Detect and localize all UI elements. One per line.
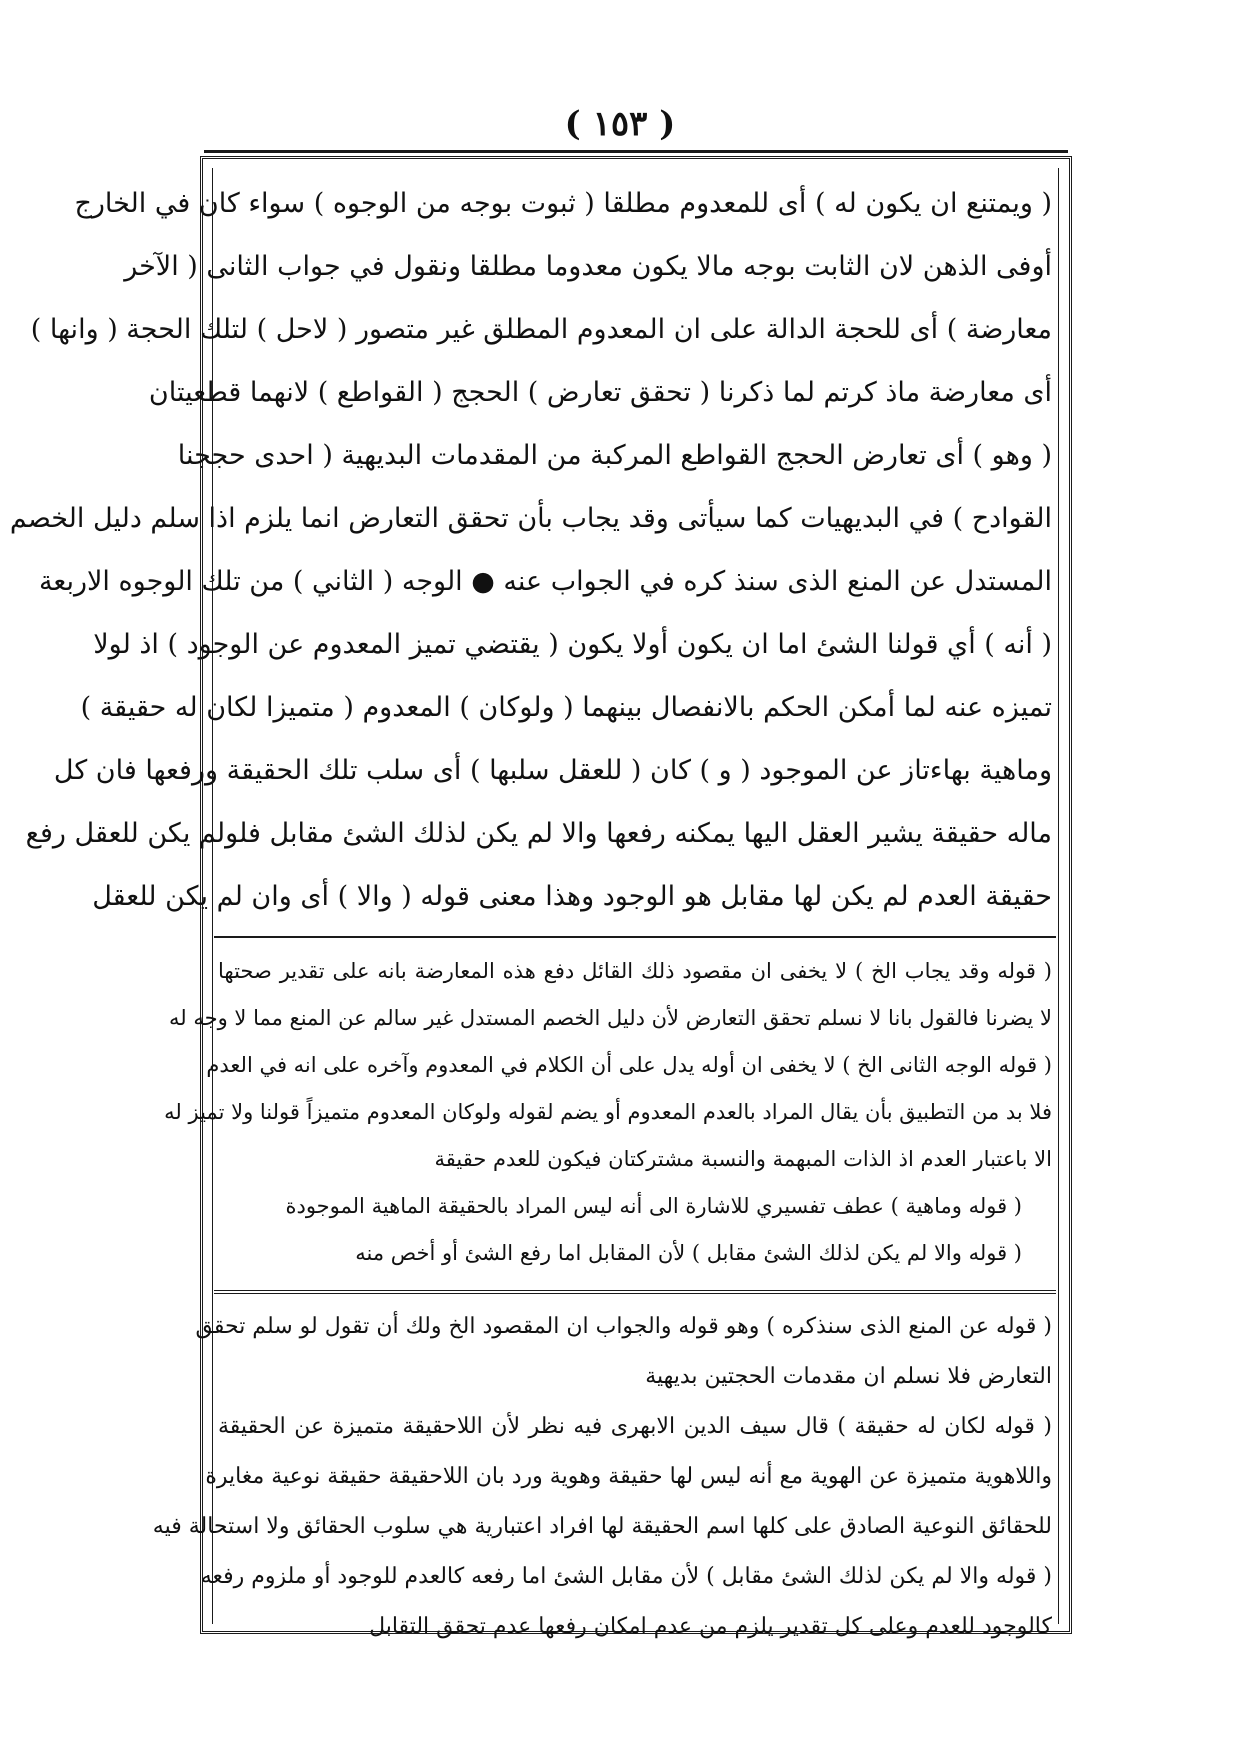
main-text-line: أى معارضة ماذ كرتم لما ذكرنا ( تحقق تعارض ) الحجج ( القواطع ) لانهما قطعيتان	[148, 377, 1052, 408]
main-text-line: ( أنه ) أي قولنا الشئ اما ان يكون أولا يكون ( يقتضي تميز المعدوم عن الوجود ) اذ لولا	[93, 629, 1052, 660]
gloss-line: ( قوله لكان له حقيقة ) قال سيف الدين الابهرى فيه نظر لأن اللاحقيقة متميزة عن الحقيقة	[218, 1414, 1052, 1439]
main-text-line: معارضة ) أى للحجة الدالة على ان المعدوم المطلق غير متصور ( لاحل ) لتلك الحجة ( وانها )	[30, 314, 1052, 345]
gloss-block-upper	[164, 948, 1052, 1277]
gloss-line: للحقائق النوعية الصادق على كلها اسم الحقيقة لها افراد اعتبارية هي سلوب الحقائق ولا استحالة فيه	[152, 1514, 1052, 1539]
gloss-block-lower	[152, 1302, 1052, 1652]
gloss-line: ( قوله وماهية ) عطف تفسيري للاشارة الى أنه ليس المراد بالحقيقة الماهية الموجودة	[285, 1194, 1022, 1218]
gloss-line: التعارض فلا نسلم ان مقدمات الحجتين بديهية	[645, 1364, 1052, 1389]
main-text-block	[9, 172, 1052, 928]
main-text-line: ماله حقيقة يشير العقل اليها يمكنه رفعها والا لم يكن لذلك الشئ مقابل فلولم يكن للعقل رفع	[25, 818, 1052, 849]
main-text-line: حقيقة العدم لم يكن لها مقابل هو الوجود وهذا معنى قوله ( والا ) أى وان لم يكن للعقل	[92, 881, 1052, 912]
gloss-line: فلا بد من التطبيق بأن يقال المراد بالعدم المعدوم أو يضم لقوله ولوكان المعدوم متميزاً قولنا ولا تميز له	[164, 1100, 1052, 1124]
gloss-line: ( قوله الوجه الثانى الخ ) لا يخفى ان أوله يدل على أن الكلام في المعدوم وآخره على انه في العدم	[206, 1053, 1052, 1077]
main-text-line: ( وهو ) أى تعارض الحجج القواطع المركبة من المقدمات البديهية ( احدى حججنا	[177, 440, 1052, 471]
page-number: ( ١٥٣ )	[564, 104, 676, 144]
gloss-line: كالوجود للعدم وعلى كل تقدير يلزم من عدم امكان رفعها عدم تحقق التقابل	[369, 1614, 1052, 1639]
frame-inner-rule-right	[1058, 168, 1059, 1624]
gloss-line: واللاهوية متميزة عن الهوية مع أنه ليس لها حقيقة وهوية ورد بان اللاحقيقة حقيقة نوعية مغايرة	[205, 1464, 1052, 1489]
gloss-line: ( قوله وقد يجاب الخ ) لا يخفى ان مقصود ذلك القائل دفع هذه المعارضة بانه على تقدير صحتها	[218, 959, 1052, 983]
main-text-line: ( ويمتنع ان يكون له ) أى للمعدوم مطلقا ( ثبوت بوجه من الوجوه ) سواء كان في الخارج	[74, 188, 1052, 219]
gloss-line: ( قوله والا لم يكن لذلك الشئ مقابل ) لأن مقابل الشئ اما رفعه كالعدم للوجود أو ملزوم رفعه	[200, 1564, 1052, 1589]
main-text-line: المستدل عن المنع الذى سنذ كره في الجواب عنه ● الوجه ( الثاني ) من تلك الوجوه الاربعة	[38, 566, 1052, 597]
gloss-line: الا باعتبار العدم اذ الذات المبهمة والنسبة مشتركتان فيكون للعدم حقيقة	[434, 1147, 1052, 1171]
section-divider	[214, 936, 1056, 938]
gloss-line: ( قوله عن المنع الذى سنذكره ) وهو قوله والجواب ان المقصود الخ ولك أن تقول لو سلم تحقق	[195, 1314, 1052, 1339]
main-text-line: القوادح ) في البديهيات كما سيأتى وقد يجاب بأن تحقق التعارض انما يلزم اذا سلم دليل الخصم	[9, 503, 1052, 534]
main-text-line: وماهية بهاءتاز عن الموجود ( و ) كان ( للعقل سلبها ) أى سلب تلك الحقيقة ورفعها فان كل	[53, 755, 1052, 786]
frame-top-rule	[204, 150, 1068, 153]
main-text-line: تميزه عنه لما أمكن الحكم بالانفصال بينهما ( ولوكان ) المعدوم ( متميزا لكان له حقيقة )	[80, 692, 1052, 723]
section-divider-double	[214, 1290, 1056, 1294]
gloss-line: ( قوله والا لم يكن لذلك الشئ مقابل ) لأن المقابل اما رفع الشئ أو أخص منه	[355, 1241, 1022, 1265]
gloss-line: لا يضرنا فالقول بانا لا نسلم تحقق التعارض لأن دليل الخصم المستدل غير سالم عن المنع مما لا وجه له	[169, 1006, 1052, 1030]
main-text-line: أوفى الذهن لان الثابت بوجه مالا يكون معدوما مطلقا ونقول في جواب الثانى ( الآخر	[124, 251, 1052, 282]
